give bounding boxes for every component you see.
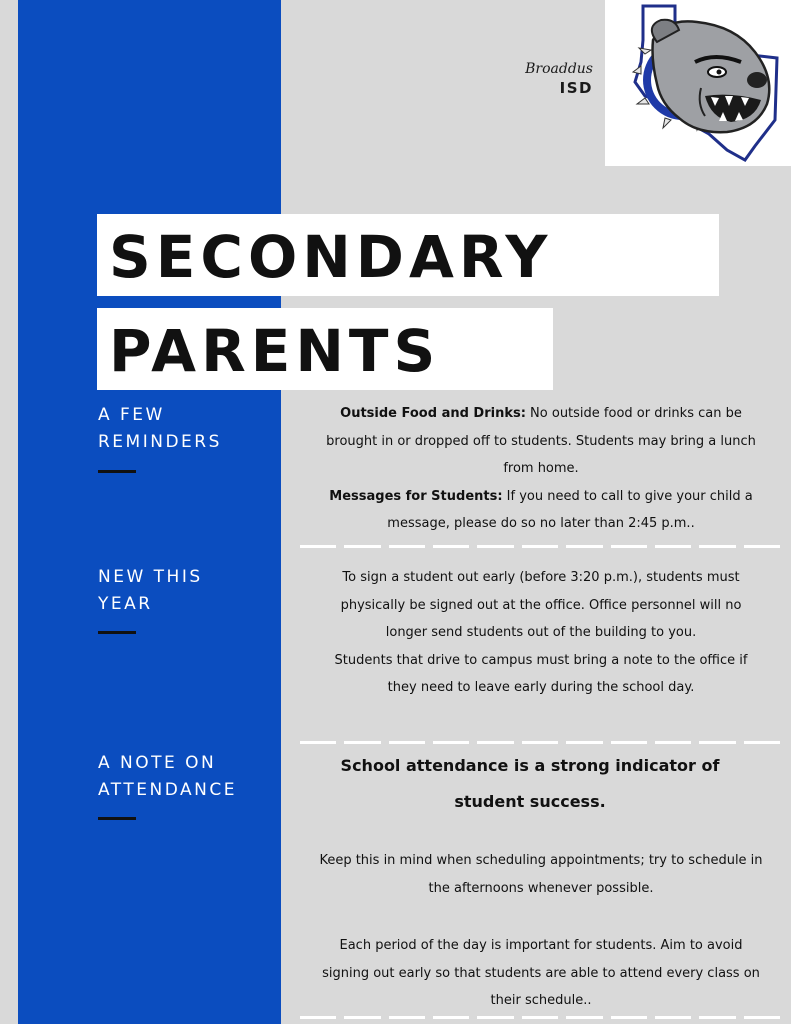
district-isd: ISD xyxy=(559,79,593,97)
new-this-year-rule xyxy=(98,631,136,634)
new-this-year-para1: To sign a student out early (before 3:20 p.m.), students must physically be signed out at the office. Office personnel will no longer send students out of the building to you. xyxy=(340,570,742,640)
attendance-heading xyxy=(98,750,278,804)
reminder-food xyxy=(318,400,764,483)
bulldog-icon xyxy=(605,0,791,166)
section-divider xyxy=(300,741,780,744)
reminder-messages xyxy=(318,483,764,538)
attendance-para1: Keep this in mind when scheduling appointments; try to schedule in the afternoons whenever possible. xyxy=(319,853,763,896)
new-this-year-heading-line1: NEW THIS xyxy=(98,567,203,587)
attendance-rule xyxy=(98,817,136,820)
section-divider xyxy=(300,1016,780,1019)
reminders-body xyxy=(318,400,764,538)
new-this-year-body xyxy=(318,564,764,702)
new-this-year-heading xyxy=(98,564,278,618)
page-title-line2: PARENTS xyxy=(109,317,441,385)
district-brand xyxy=(525,60,593,98)
title-box-line2 xyxy=(97,308,553,390)
reminder-food-text: No outside food or drinks can be brought in or dropped off to students. Students may bring a lunch from home. xyxy=(326,406,756,476)
reminders-heading xyxy=(98,402,278,456)
attendance-heading-line1: A NOTE ON xyxy=(98,753,217,773)
reminders-heading-line2: REMINDERS xyxy=(98,432,222,452)
reminders-rule xyxy=(98,470,136,473)
bulldog-logo xyxy=(605,0,791,166)
attendance-para2-block xyxy=(318,932,764,1015)
blue-side-panel xyxy=(18,0,281,1024)
attendance-body xyxy=(330,748,730,820)
attendance-headline: School attendance is a strong indicator of student success. xyxy=(340,756,720,811)
new-this-year-para2: Students that drive to campus must bring a note to the office if they need to leave early during the school day. xyxy=(334,652,748,695)
district-name: Broaddus xyxy=(525,61,593,77)
attendance-para1-block xyxy=(318,847,764,902)
title-box-line1 xyxy=(97,214,719,296)
section-divider xyxy=(300,545,780,548)
reminders-heading-line1: A FEW xyxy=(98,405,165,425)
attendance-heading-line2: ATTENDANCE xyxy=(98,780,237,800)
reminder-messages-text: If you need to call to give your child a message, please do so no later than 2:45 p.m.. xyxy=(387,488,753,531)
page-title-line1: SECONDARY xyxy=(109,223,553,291)
reminder-messages-label: Messages for Students: xyxy=(329,488,503,504)
new-this-year-heading-line2: YEAR xyxy=(98,594,153,614)
attendance-para2: Each period of the day is important for students. Aim to avoid signing out early so that students are able to attend every class on their schedule.. xyxy=(322,938,760,1008)
reminder-food-label: Outside Food and Drinks: xyxy=(340,406,526,421)
